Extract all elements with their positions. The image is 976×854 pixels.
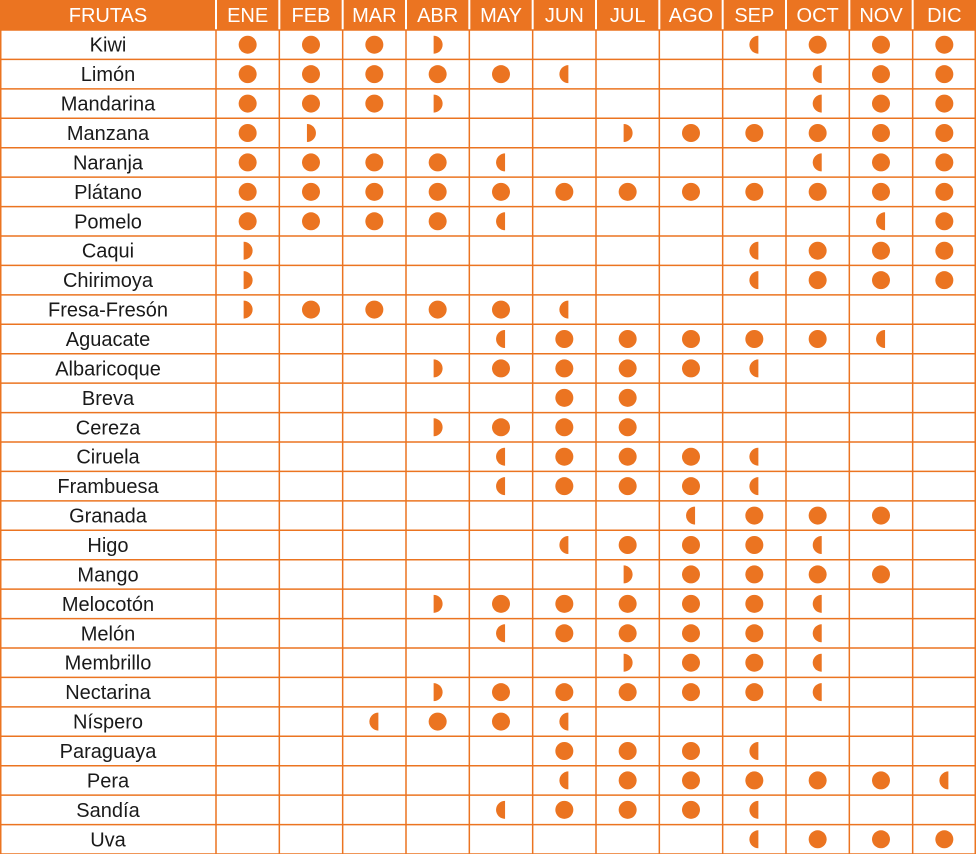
month-header-jul: JUL (609, 5, 646, 27)
season-dot-full (619, 389, 637, 407)
season-dot-end (813, 654, 822, 672)
season-dot-full (809, 183, 827, 201)
season-dot-end (813, 65, 822, 83)
month-header-dic: DIC (927, 5, 962, 27)
season-dot-full (935, 36, 953, 54)
season-dot-full (239, 183, 257, 201)
season-dot-start (434, 36, 443, 54)
season-dot-end (813, 595, 822, 613)
fruit-label: Níspero (72, 711, 144, 734)
season-dot-full (745, 536, 763, 554)
season-dot-full (365, 183, 383, 201)
season-dot-full (492, 713, 510, 731)
season-dot-end (496, 801, 505, 819)
month-header-may: MAY (480, 5, 522, 27)
season-dot-full (619, 742, 637, 760)
season-dot-full (872, 65, 890, 83)
fruit-label: Naranja (72, 152, 144, 175)
season-dot-end (749, 477, 758, 495)
fruit-label: Melocotón (61, 593, 155, 616)
season-dot-full (872, 124, 890, 142)
fruit-label: Plátano (74, 181, 142, 204)
month-header-jun: JUN (544, 5, 584, 27)
season-dot-full (682, 771, 700, 789)
season-dot-full (745, 595, 763, 613)
month-header-nov: NOV (859, 5, 903, 27)
season-dot-full (492, 418, 510, 436)
season-dot-full (492, 183, 510, 201)
season-dot-end (559, 65, 568, 83)
fruit-label: Breva (81, 387, 135, 410)
season-dot-full (555, 389, 573, 407)
season-dot-full (935, 830, 953, 848)
season-dot-full (619, 359, 637, 377)
season-dot-full (745, 183, 763, 201)
season-dot-end (559, 713, 568, 731)
season-dot-full (619, 683, 637, 701)
fruit-label: Fresa-Fresón (47, 299, 169, 322)
month-header-oct: OCT (796, 5, 839, 27)
season-dot-start (624, 124, 633, 142)
season-dot-full (429, 713, 447, 731)
season-dot-full (935, 153, 953, 171)
season-dot-full (492, 359, 510, 377)
season-dot-full (872, 183, 890, 201)
season-dot-start (434, 418, 443, 436)
season-dot-end (496, 212, 505, 230)
season-dot-end (496, 448, 505, 466)
fruit-label: Caqui (81, 240, 135, 263)
fruit-label: Mango (77, 564, 139, 587)
fruit-label: Limón (80, 64, 136, 87)
season-dot-end (559, 771, 568, 789)
season-dot-full (935, 271, 953, 289)
fruit-label: Higo (87, 535, 129, 557)
season-dot-full (809, 271, 827, 289)
season-dot-full (555, 477, 573, 495)
season-dot-full (619, 448, 637, 466)
fruit-label: Aguacate (65, 329, 151, 351)
season-dot-full (872, 830, 890, 848)
season-dot-end (686, 507, 695, 525)
fruit-label: Chirimoya (62, 270, 154, 293)
season-dot-full (302, 65, 320, 83)
season-dot-full (302, 36, 320, 54)
season-dot-full (935, 212, 953, 230)
season-dot-full (619, 536, 637, 554)
fruit-label: Paraguaya (59, 741, 157, 763)
season-dot-full (682, 565, 700, 583)
season-dot-end (749, 742, 758, 760)
season-dot-end (559, 301, 568, 319)
season-dot-full (239, 36, 257, 54)
season-dot-full (429, 65, 447, 83)
season-dot-end (939, 771, 948, 789)
season-dot-full (935, 65, 953, 83)
season-dot-end (813, 95, 822, 113)
season-dot-full (619, 771, 637, 789)
season-dot-full (682, 801, 700, 819)
season-dot-full (302, 301, 320, 319)
fruit-label: Uva (90, 829, 126, 852)
season-dot-full (239, 124, 257, 142)
season-dot-full (302, 153, 320, 171)
fruit-label: Albaricoque (55, 358, 161, 381)
season-dot-full (682, 124, 700, 142)
season-dot-full (872, 242, 890, 260)
season-dot-full (935, 124, 953, 142)
season-dot-start (434, 683, 443, 701)
season-dot-start (434, 95, 443, 113)
month-header-ene: ENE (227, 5, 269, 27)
season-dot-start (434, 595, 443, 613)
season-dot-start (307, 124, 316, 142)
fruit-label: Manzana (66, 123, 150, 145)
season-dot-full (809, 830, 827, 848)
season-dot-full (935, 95, 953, 113)
season-dot-end (813, 624, 822, 642)
season-dot-full (745, 654, 763, 672)
season-dot-full (809, 124, 827, 142)
fruit-label: Kiwi (89, 34, 127, 57)
season-dot-full (239, 212, 257, 230)
season-dot-full (555, 742, 573, 760)
season-dot-full (682, 624, 700, 642)
month-header-ago: AGO (668, 5, 714, 27)
season-dot-full (429, 153, 447, 171)
season-dot-full (745, 507, 763, 525)
season-dot-full (745, 124, 763, 142)
season-dot-start (434, 359, 443, 377)
season-dot-full (365, 212, 383, 230)
season-dot-end (496, 477, 505, 495)
fruit-label: Mandarina (60, 93, 156, 116)
season-dot-full (555, 624, 573, 642)
season-dot-full (682, 448, 700, 466)
season-dot-full (365, 301, 383, 319)
season-dot-full (555, 448, 573, 466)
season-dot-full (809, 36, 827, 54)
season-dot-full (429, 212, 447, 230)
season-dot-full (682, 477, 700, 495)
season-dot-start (624, 565, 633, 583)
season-dot-full (619, 595, 637, 613)
season-dot-full (745, 565, 763, 583)
season-dot-full (809, 771, 827, 789)
season-dot-end (369, 713, 378, 731)
season-dot-full (555, 183, 573, 201)
season-dot-full (239, 65, 257, 83)
season-dot-full (872, 771, 890, 789)
season-dot-full (619, 477, 637, 495)
season-dot-end (813, 683, 822, 701)
season-dot-start (624, 654, 633, 672)
fruit-label: Frambuesa (57, 476, 159, 499)
season-dot-full (555, 418, 573, 436)
season-dot-full (809, 507, 827, 525)
season-dot-end (749, 801, 758, 819)
season-dot-end (876, 212, 885, 230)
fruit-label: Granada (69, 505, 147, 528)
season-dot-full (492, 301, 510, 319)
season-dot-full (239, 95, 257, 113)
season-dot-full (555, 359, 573, 377)
season-dot-start (244, 271, 253, 289)
season-dot-full (365, 95, 383, 113)
season-dot-full (872, 507, 890, 525)
season-dot-full (682, 359, 700, 377)
season-dot-full (745, 624, 763, 642)
fruit-label: Membrillo (64, 652, 152, 675)
season-dot-end (749, 271, 758, 289)
season-dot-full (555, 330, 573, 348)
fruit-label: Nectarina (65, 682, 151, 705)
header-label: FRUTAS (68, 5, 148, 27)
season-dot-full (872, 271, 890, 289)
fruit-label: Sandía (76, 799, 140, 822)
fruit-label: Melón (80, 623, 136, 646)
season-dot-full (809, 565, 827, 583)
season-dot-full (745, 683, 763, 701)
season-dot-start (244, 301, 253, 319)
season-dot-full (745, 771, 763, 789)
season-dot-full (365, 65, 383, 83)
season-dot-end (749, 830, 758, 848)
season-dot-full (365, 153, 383, 171)
season-dot-end (496, 624, 505, 642)
season-dot-full (745, 330, 763, 348)
season-dot-full (809, 330, 827, 348)
fruit-label: Pomelo (74, 211, 142, 234)
season-dot-full (809, 242, 827, 260)
season-dot-end (496, 153, 505, 171)
month-header-feb: FEB (291, 5, 331, 27)
season-dot-full (682, 742, 700, 760)
season-dot-full (492, 65, 510, 83)
season-dot-full (872, 95, 890, 113)
month-header-sep: SEP (734, 5, 775, 27)
season-dot-full (619, 801, 637, 819)
season-dot-full (429, 301, 447, 319)
season-dot-full (555, 801, 573, 819)
season-dot-end (496, 330, 505, 348)
season-dot-full (619, 418, 637, 436)
month-header-mar: MAR (352, 5, 397, 27)
season-dot-full (682, 683, 700, 701)
season-dot-end (749, 359, 758, 377)
season-dot-full (619, 624, 637, 642)
season-dot-start (244, 242, 253, 260)
season-dot-full (682, 595, 700, 613)
season-dot-full (429, 183, 447, 201)
fruit-label: Ciruela (76, 446, 140, 469)
season-dot-end (749, 36, 758, 54)
season-dot-full (872, 36, 890, 54)
month-header-abr: ABR (417, 5, 459, 27)
season-dot-end (876, 330, 885, 348)
season-dot-full (682, 654, 700, 672)
season-dot-end (749, 448, 758, 466)
season-dot-full (872, 153, 890, 171)
season-dot-full (682, 330, 700, 348)
season-dot-full (935, 242, 953, 260)
fruit-label: Pera (86, 770, 130, 793)
season-dot-full (492, 595, 510, 613)
season-dot-end (813, 536, 822, 554)
season-dot-full (365, 36, 383, 54)
fruit-label: Cereza (75, 417, 141, 440)
season-dot-full (682, 183, 700, 201)
season-dot-end (749, 242, 758, 260)
season-dot-full (555, 683, 573, 701)
season-dot-full (302, 183, 320, 201)
season-dot-full (302, 212, 320, 230)
season-dot-full (682, 536, 700, 554)
season-dot-full (872, 565, 890, 583)
season-dot-full (239, 153, 257, 171)
season-dot-full (492, 683, 510, 701)
season-dot-full (935, 183, 953, 201)
season-dot-full (555, 595, 573, 613)
season-dot-full (302, 95, 320, 113)
season-dot-end (813, 153, 822, 171)
season-dot-full (619, 330, 637, 348)
season-dot-end (559, 536, 568, 554)
season-dot-full (619, 183, 637, 201)
